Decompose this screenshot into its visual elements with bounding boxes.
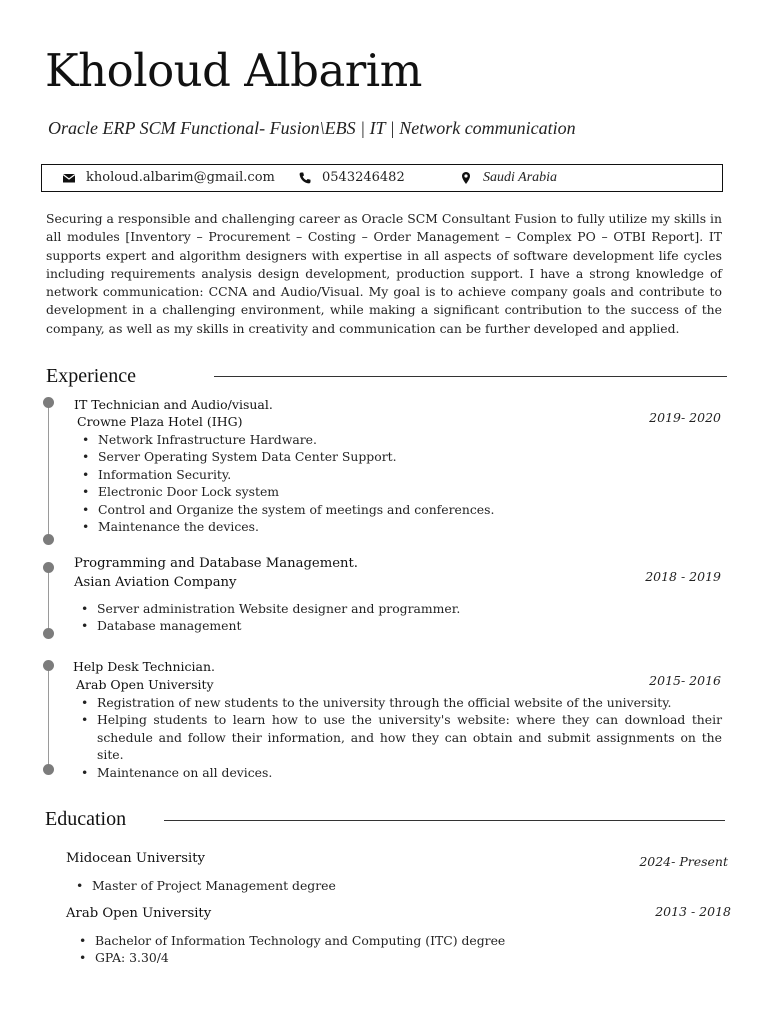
- job-date: 2018 - 2019: [645, 569, 721, 584]
- list-item: • Database management: [75, 617, 725, 634]
- phone-icon: [298, 171, 312, 185]
- job-date: 2019- 2020: [649, 410, 721, 425]
- education-divider: [164, 820, 725, 821]
- contact-location: [459, 170, 557, 186]
- list-item: • Electronic Door Lock system: [76, 483, 726, 500]
- job-duties-list: [75, 600, 725, 635]
- envelope-icon: [62, 171, 76, 185]
- list-item: • Maintenance the devices.: [76, 518, 726, 535]
- timeline-line: [48, 568, 49, 634]
- list-item: • Network Infrastructure Hardware.: [76, 431, 726, 448]
- job-date: 2015- 2016: [649, 673, 721, 688]
- experience-heading: Experience: [46, 365, 136, 387]
- job-title: IT Technician and Audio/visual.: [74, 397, 273, 412]
- timeline-dot: [43, 660, 54, 671]
- education-date: 2013 - 2018: [655, 904, 731, 919]
- contact-bar: [41, 164, 723, 192]
- candidate-subtitle: Oracle ERP SCM Functional- Fusion\EBS | IT | Network communication: [48, 118, 576, 138]
- job-duties-list: [76, 431, 726, 535]
- contact-email-text: kholoud.albarim@gmail.com: [86, 170, 275, 185]
- timeline-dot: [43, 628, 54, 639]
- timeline-dot: [43, 562, 54, 573]
- job-title: Programming and Database Management.: [74, 556, 358, 571]
- contact-phone-text: 0543246482: [322, 170, 405, 185]
- list-item: • Information Security.: [76, 466, 726, 483]
- candidate-name: Kholoud Albarim: [45, 44, 422, 97]
- list-item: • Server administration Website designer and programmer.: [75, 600, 725, 617]
- list-item: • GPA: 3.30/4: [73, 949, 713, 966]
- experience-divider: [214, 376, 727, 377]
- job-organization: Asian Aviation Company: [74, 575, 237, 590]
- timeline-line: [48, 666, 49, 770]
- job-title: Help Desk Technician.: [73, 659, 215, 674]
- contact-location-text: Saudi Arabia: [483, 170, 558, 185]
- contact-phone[interactable]: [298, 170, 405, 185]
- timeline-line: [48, 403, 49, 540]
- list-item: • Bachelor of Information Technology and Computing (ITC) degree: [73, 932, 713, 949]
- list-item: • Master of Project Management degree: [70, 877, 710, 894]
- education-details-list: [73, 932, 713, 967]
- education-details-list: [70, 877, 710, 894]
- timeline-dot: [43, 534, 54, 545]
- education-institution: Midocean University: [66, 851, 205, 866]
- list-item: • Maintenance on all devices.: [75, 764, 722, 781]
- contact-email[interactable]: [62, 170, 275, 185]
- job-duties-list: [75, 694, 722, 781]
- timeline-dot: [43, 764, 54, 775]
- list-item: • Helping students to learn how to use the university's website: where they can download their schedule and follow their information, and how they can obtain and submit assignments on the site.: [75, 711, 722, 763]
- timeline-dot: [43, 397, 54, 408]
- list-item: • Registration of new students to the university through the official website of the university.: [75, 694, 722, 711]
- education-institution: Arab Open University: [66, 906, 212, 921]
- education-heading: Education: [45, 808, 127, 830]
- job-organization: Crowne Plaza Hotel (IHG): [77, 414, 243, 429]
- education-date: 2024- Present: [639, 854, 728, 869]
- profile-summary: Securing a responsible and challenging career as Oracle SCM Consultant Fusion to fully utilize my skills in all modules [Inventory – Procurement – Costing – Order Management – Complex PO – OTBI Report]. IT supports expert and algorithm designers with expertise in all aspects of software development life cycles including requirements analysis design development, production support. I have a strong knowledge of network communication: CCNA and Audio/Visual. My goal is to achieve company goals and contribute to development in a challenging environment, while making a significant contribution to the success of the company, as well as my skills in creativity and communication can be further developed and applied.: [46, 211, 722, 336]
- map-pin-icon: [459, 171, 473, 185]
- list-item: • Server Operating System Data Center Support.: [76, 448, 726, 465]
- list-item: • Control and Organize the system of meetings and conferences.: [76, 501, 726, 518]
- job-organization: Arab Open University: [76, 677, 214, 692]
